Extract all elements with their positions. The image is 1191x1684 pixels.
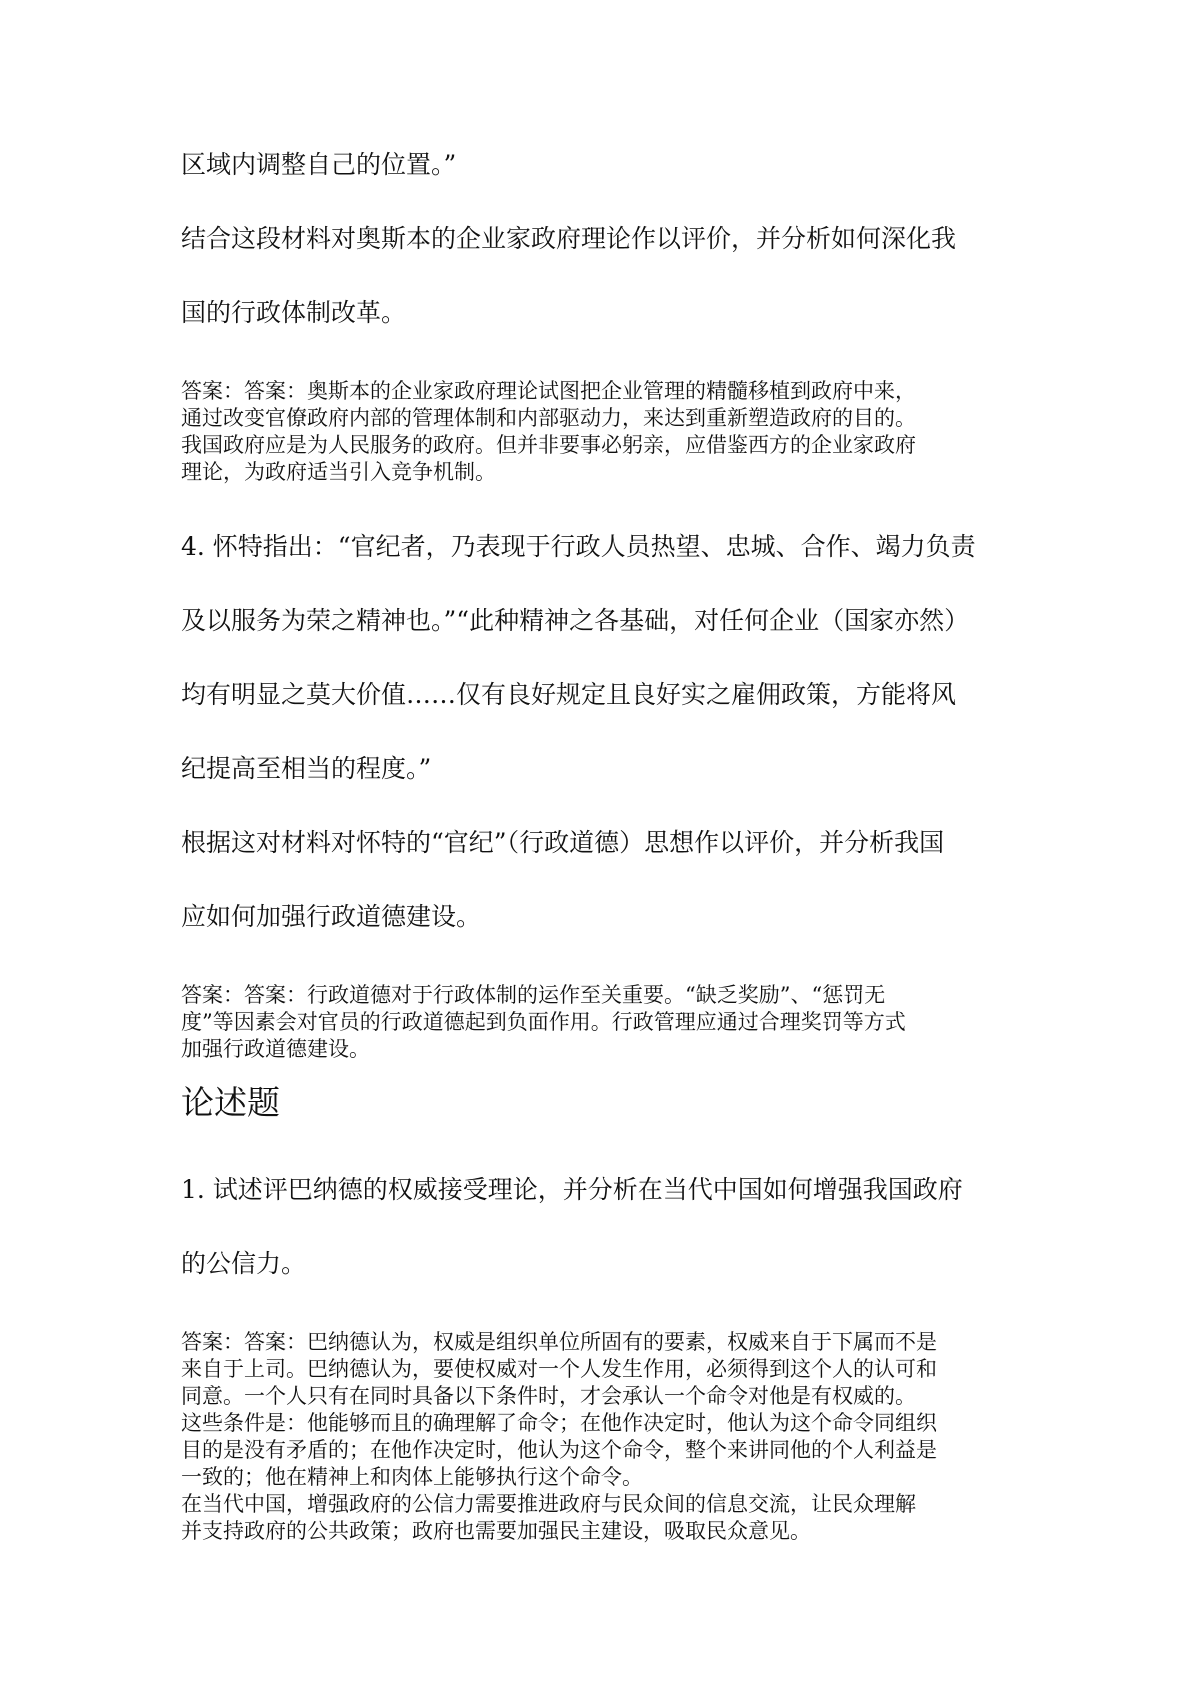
question-line: 应如何加强行政道德建设。: [181, 902, 482, 931]
answer-line: 加强行政道德建设。: [181, 1037, 370, 1061]
section-title: 论述题: [181, 1083, 280, 1122]
answer-line: 答案：答案：奥斯本的企业家政府理论试图把企业管理的精髓移植到政府中来，: [181, 379, 916, 403]
answer-3: [181, 378, 1021, 486]
question-line: 及以服务为荣之精神也。”“此种精神之各基础，对任何企业（国家亦然）: [181, 606, 970, 635]
question-line: 的公信力。: [181, 1249, 307, 1278]
answer-line: 一致的；他在精神上和肉体上能够执行这个命令。: [181, 1465, 643, 1489]
question-line: 均有明显之莫大价值……仅有良好规定且良好实之雇佣政策，方能将风: [181, 680, 957, 709]
question-line: 根据这对材料对怀特的“官纪”（行政道德）思想作以评价，并分析我国: [181, 828, 945, 857]
question-line: 纪提高至相当的程度。”: [181, 754, 432, 783]
question-line: 4. 怀特指出：“官纪者，乃表现于行政人员热望、忠城、合作、竭力负责: [181, 532, 976, 561]
question-line: 结合这段材料对奥斯本的企业家政府理论作以评价，并分析如何深化我: [181, 224, 957, 253]
answer-line: 答案：答案：巴纳德认为，权威是组织单位所固有的要素，权威来自于下属而不是: [181, 1330, 937, 1354]
answer-line: 通过改变官僚政府内部的管理体制和内部驱动力，来达到重新塑造政府的目的。: [181, 406, 916, 430]
question-4: [181, 532, 1021, 932]
answer-4: [181, 982, 1021, 1063]
page-content: [181, 150, 1021, 1545]
answer-line: 并支持政府的公共政策；政府也需要加强民主建设，吸取民众意见。: [181, 1519, 811, 1543]
answer-line: 目的是没有矛盾的；在他作决定时，他认为这个命令，整个来讲同他的个人利益是: [181, 1438, 937, 1462]
answer-line: 度”等因素会对官员的行政道德起到负面作用。行政管理应通过合理奖罚等方式: [181, 1010, 906, 1034]
answer-line: 答案：答案：行政道德对于行政体制的运作至关重要。“缺乏奖励”、“惩罚无: [181, 983, 886, 1007]
question-line: 国的行政体制改革。: [181, 298, 407, 327]
essay-question-1: [181, 1175, 1021, 1279]
answer-line: 理论，为政府适当引入竞争机制。: [181, 460, 496, 484]
answer-line: 我国政府应是为人民服务的政府。但并非要事必躬亲，应借鉴西方的企业家政府: [181, 433, 916, 457]
answer-line: 同意。一个人只有在同时具备以下条件时，才会承认一个命令对他是有权威的。: [181, 1384, 916, 1408]
answer-line: 这些条件是：他能够而且的确理解了命令；在他作决定时，他认为这个命令同组织: [181, 1411, 937, 1435]
question-3-tail: [181, 150, 1021, 328]
answer-line: 在当代中国，增强政府的公信力需要推进政府与民众间的信息交流，让民众理解: [181, 1492, 916, 1516]
answer-line: 来自于上司。巴纳德认为，要使权威对一个人发生作用，必须得到这个人的认可和: [181, 1357, 937, 1381]
question-line: 区域内调整自己的位置。”: [181, 150, 457, 179]
essay-answer-1: [181, 1329, 1021, 1545]
question-line: 1. 试述评巴纳德的权威接受理论，并分析在当代中国如何增强我国政府: [181, 1175, 963, 1204]
